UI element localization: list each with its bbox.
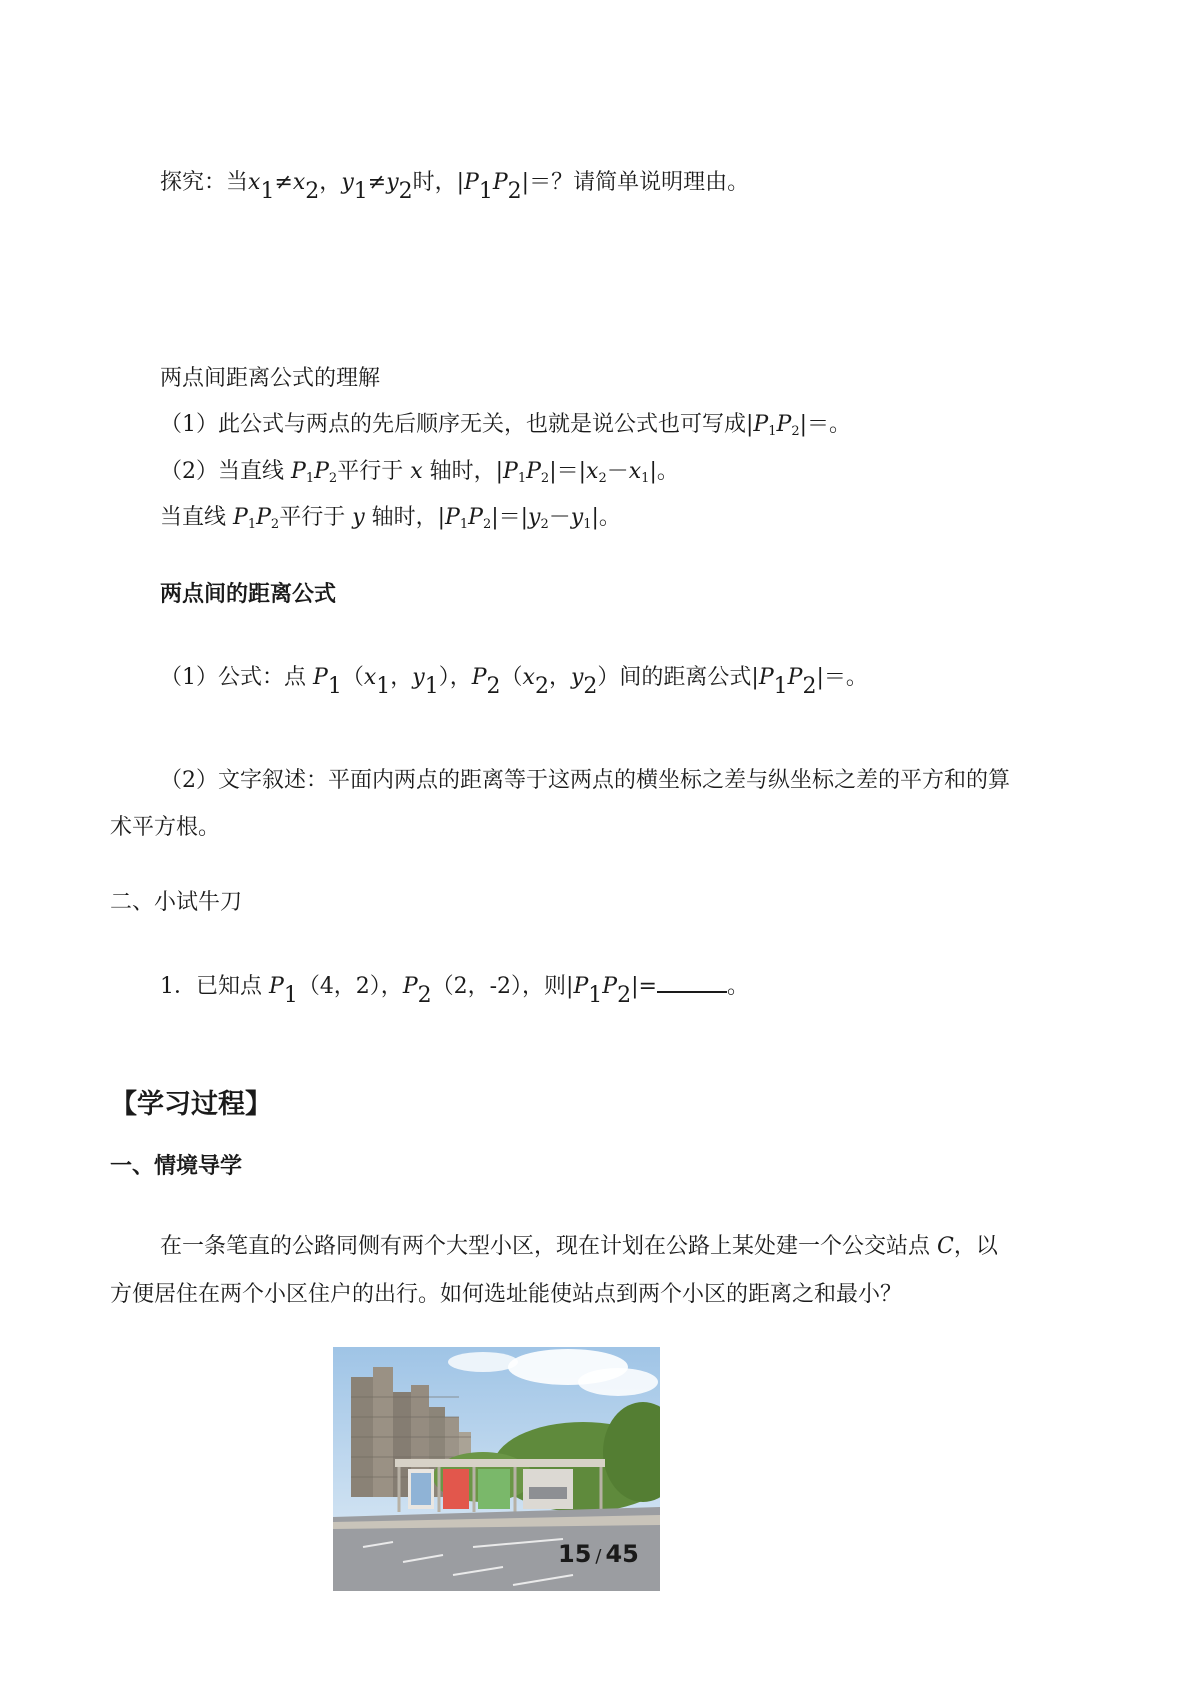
- trial-question-1: 1．已知点 $P_1(4$，2），$P_2(2$，-2），则$|P_1P_2|=$ 。: [160, 974, 749, 1008]
- understanding-item-1: （1）此公式与两点的先后顺序无关，也就是说公式也可写成$|P_1P_2|=$。: [160, 412, 852, 439]
- understanding-title: 两点间距离公式的理解: [160, 366, 381, 391]
- process-subheading: 一、情境导学: [110, 1154, 243, 1179]
- page-number: 15 / 45: [558, 1540, 639, 1568]
- process-heading: 【学习过程】: [110, 1089, 272, 1120]
- scenario-paragraph-line-2: 方便居住在两个小区住户的出行。如何选址能使站点到两个小区的距离之和最小？: [110, 1282, 903, 1307]
- formula-title: 两点间的距离公式: [160, 582, 337, 607]
- understanding-item-2: （2）当直线 $P_1P_2$平行于 x 轴时，$|P_1P_2|=|x_2-x_1|$。: [160, 459, 679, 486]
- trial-heading: 二、小试牛刀: [110, 890, 243, 915]
- understanding-item-3: 当直线 $P_1P_2$平行于 y 轴时，$|P_1P_2|=|y_2-y_1|$。: [160, 505, 621, 532]
- page-separator: /: [595, 1546, 602, 1567]
- formula-line-1: （1）公式：点 $P_1(x_1$，$y_1$），$P_2(x_2$，$y_2$）间的距离公式$|P_1P_2|=$。: [160, 665, 868, 699]
- formula-line-2: （2）文字叙述：平面内两点的距离等于这两点的横坐标之差与纵坐标之差的平方和的算: [160, 768, 1010, 793]
- formula-line-3: 术平方根。: [110, 815, 221, 840]
- scenario-paragraph-line-1: 在一条笔直的公路同侧有两个大型小区，现在计划在公路上某处建一个公交站点 C，以: [160, 1234, 998, 1259]
- explore-line: 探究：当$x_1\ne x_2$，$y_1\ne y_2$时，$|P_1P_2|=$？请简单说明理由。: [160, 170, 750, 204]
- answer-blank[interactable]: [657, 973, 727, 993]
